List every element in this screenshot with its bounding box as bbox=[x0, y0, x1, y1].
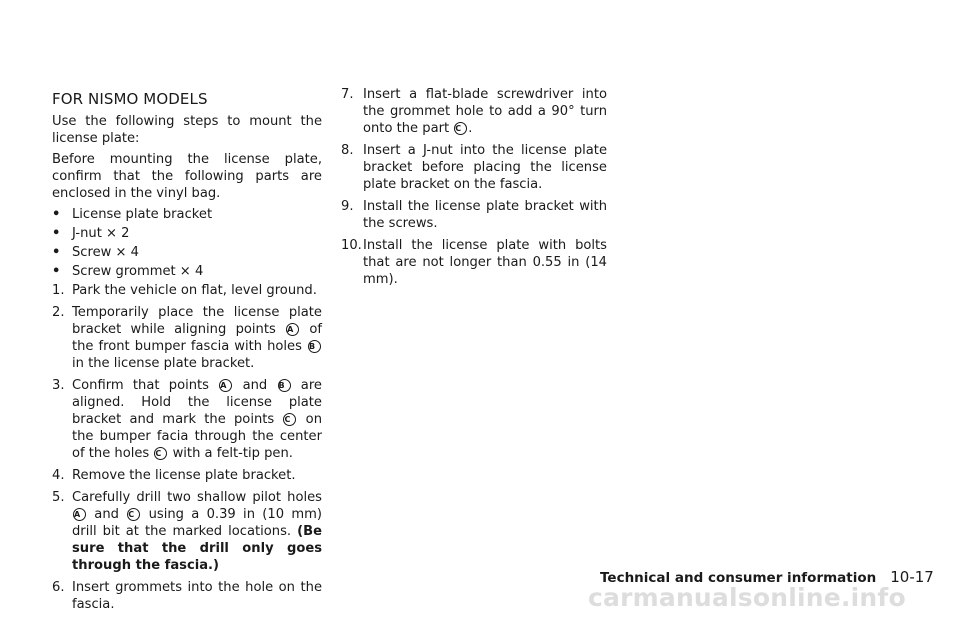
steps-list-left bbox=[52, 282, 322, 613]
step-9: 9. Install the license plate bracket with the screws. bbox=[341, 199, 607, 231]
section-heading: FOR NISMO MODELS bbox=[52, 90, 208, 108]
right-column bbox=[341, 86, 607, 293]
watermark: carmanualsonline.info bbox=[588, 583, 906, 612]
bullet-icon: • bbox=[52, 264, 61, 279]
marker-a-icon: A bbox=[73, 508, 86, 521]
bullet-icon: • bbox=[52, 226, 61, 241]
step-7: 7. Insert a flat-blade screwdriver into the grommet hole to add a 90° turn onto the part C . bbox=[341, 87, 607, 136]
step-6: 6. Insert grommets into the hole on the fascia. bbox=[52, 580, 322, 612]
marker-c-icon: C bbox=[154, 447, 167, 460]
marker-a-icon: A bbox=[286, 323, 299, 336]
step-4: 4. Remove the license plate bracket. bbox=[52, 468, 296, 483]
marker-a-icon: A bbox=[219, 379, 232, 392]
step-5: 5. Carefully drill two shallow pilot holes A and C using a 0.39 in (10 mm) drill bit at the marked locations. (Be sure that the drill only goes through the fascia.) bbox=[52, 490, 322, 573]
marker-c-icon: C bbox=[454, 122, 467, 135]
before-paragraph: Before mounting the license plate, confirm that the following parts are enclosed in the vinyl bag. bbox=[52, 152, 322, 201]
bullet-icon: • bbox=[52, 207, 61, 222]
page-number: 10-17 bbox=[890, 568, 934, 586]
step-8: 8. Insert a J-nut into the license plate bracket before placing the license plate bracket on the fascia. bbox=[341, 143, 607, 192]
marker-b-icon: B bbox=[278, 379, 291, 392]
marker-c-icon: C bbox=[127, 508, 140, 521]
drill-warning: (Be sure that the drill only goes through the fascia.) bbox=[72, 524, 322, 573]
parts-list bbox=[52, 206, 322, 280]
left-column bbox=[52, 86, 322, 618]
steps-list-right bbox=[341, 86, 607, 288]
footer-section-title: Technical and consumer information bbox=[600, 570, 877, 586]
step-1: 1. Park the vehicle on flat, level ground. bbox=[52, 283, 317, 298]
bullet-icon: • bbox=[52, 245, 61, 260]
list-item: • Screw grommet × 4 bbox=[52, 264, 204, 279]
marker-b-icon: B bbox=[308, 340, 321, 353]
step-3: 3. Confirm that points A and B are aligned. Hold the license plate bracket and mark the points C on the bumper facia through the center of the holes C with a felt-tip pen. bbox=[52, 378, 322, 461]
step-10: 10. Install the license plate with bolts that are not longer than 0.55 in (14 mm). bbox=[341, 238, 607, 287]
intro-paragraph: Use the following steps to mount the license plate: bbox=[52, 114, 322, 146]
marker-c-icon: C bbox=[283, 413, 296, 426]
step-2: 2. Temporarily place the license plate bracket while aligning points A of the front bumper fascia with holes B in the license plate bracket. bbox=[52, 305, 322, 371]
list-item: • J-nut × 2 bbox=[52, 226, 130, 241]
list-item: • Screw × 4 bbox=[52, 245, 139, 260]
list-item: • License plate bracket bbox=[52, 207, 213, 222]
